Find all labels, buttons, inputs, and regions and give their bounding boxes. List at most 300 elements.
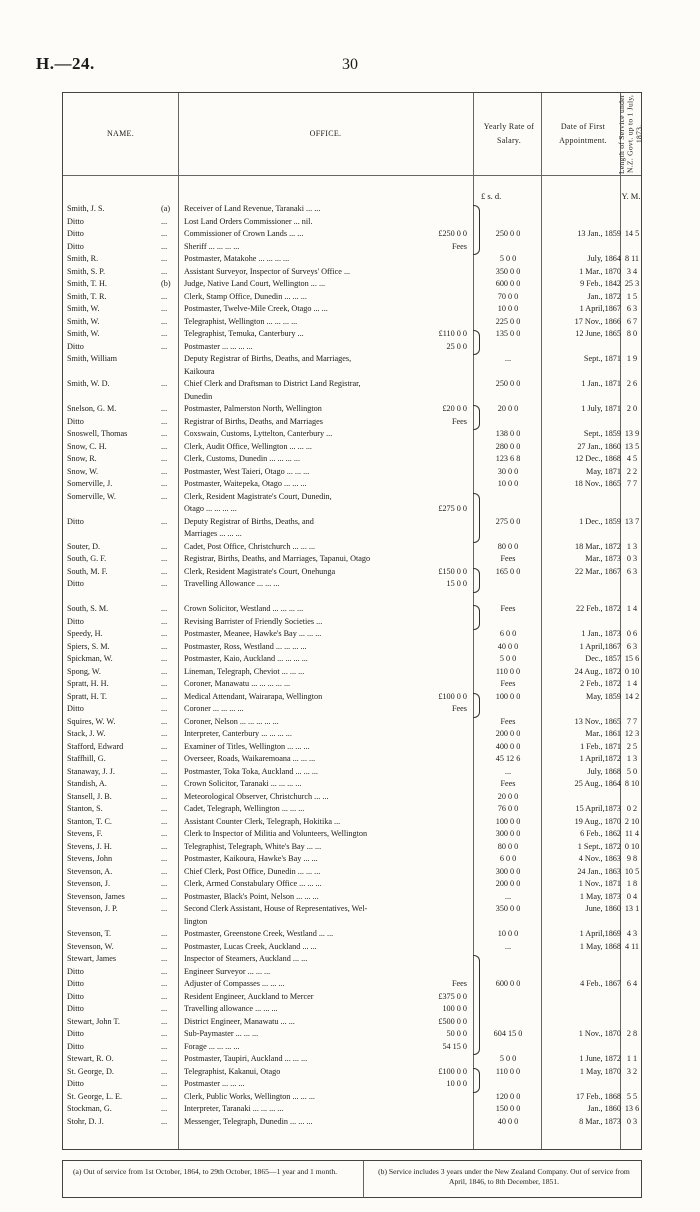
cell-name: Stevens, J. H. [67,841,112,851]
cell-name: Smith, W. [67,304,100,313]
table-row [63,1005,641,1014]
table-row [63,793,641,802]
table-row [63,1068,641,1077]
grouping-brace [473,693,480,718]
cell-office: Forage ... ... ... ... [184,1042,240,1051]
cell-name: Somerville, J. [67,479,113,488]
cell-office: lington [184,917,208,926]
cell-length: 12 3 [624,729,640,738]
cell-name: St. George, D. [67,1066,114,1076]
cell-office: Clerk, Customs, Dunedin ... ... ... ... [184,455,300,463]
cell-length: 1 4 [626,679,638,688]
cell-office: Registrar of Births, Deaths, and Marriages [184,417,323,426]
cell-office: Messenger, Telegraph, Dunedin ... ... ... [184,1117,313,1126]
cell-note: ... [161,554,168,563]
length-units: Y. M. [621,191,641,201]
cell-note: ... [161,516,168,526]
cell-name: Somerville, W. [67,491,116,501]
cell-salary: Fees [500,604,516,613]
cell-office: Inspector of Steamers, Auckland ... ... [184,955,308,963]
table-row [63,293,641,302]
cell-office: Revising Barrister of Friendly Societies ... [184,617,323,626]
cell-length: 15 6 [624,654,640,663]
cell-length: 2 8 [626,1029,638,1038]
cell-office: Kaikoura [184,367,215,376]
cell-note: ... [161,1079,168,1088]
table-row [63,1105,641,1114]
table-row [63,443,641,452]
cell-salary: 600 0 0 [495,979,521,988]
cell-salary: 30 0 0 [497,466,519,476]
table-row [63,805,641,814]
cell-salary: 250 0 0 [495,229,521,238]
cell-date: 1 May, 1873 [579,891,621,901]
cell-amount: Fees [451,416,467,426]
cell-office: Postmaster, Waitepeka, Otago ... ... ... [184,480,307,488]
cell-name: South, M. F. [67,566,108,576]
cell-length: 0 10 [624,841,640,851]
cell-note: ... [161,954,168,963]
cell-name: Stevenson, W. [67,941,114,951]
cell-length: 25 3 [624,279,640,288]
cell-note: ... [161,229,168,238]
cell-salary: 110 0 0 [495,666,521,676]
table-row [63,268,641,277]
cell-name: Ditto [67,1029,84,1038]
cell-name: Stanton, S. [67,804,103,813]
table-row [63,368,641,377]
cell-name: Ditto [67,966,84,976]
cell-note: ... [161,866,168,876]
cell-note: ... [161,404,168,413]
cell-salary: 250 0 0 [495,379,521,388]
table-row [63,643,641,652]
table-row [63,530,641,539]
cell-note: ... [161,841,168,851]
cell-salary: 80 0 0 [497,841,519,851]
cell-salary: Fees [500,554,516,563]
cell-salary: 80 0 0 [497,541,519,551]
cell-name: Smith, S. P. [67,266,105,276]
footnote-b: (b) Service includes 3 years under the New Zealand Company. Out of service from April, 1846, to 8th December, 1851. [378,1167,630,1187]
cell-name: Squires, W. W. [67,716,116,726]
cell-name: Ditto [67,341,84,351]
cell-length: 6 3 [626,641,638,651]
cell-name: Stanaway, J. J. [67,766,115,776]
cell-date: 1 July, 1871 [581,404,621,413]
cell-amount: 15 0 0 [446,579,467,588]
cell-note: ... [161,254,168,263]
cell-name: Snoswell, Thomas [67,429,128,438]
table-row [63,468,641,477]
cell-note: ... [161,379,168,388]
table-row [63,855,641,864]
cell-note: ... [161,654,168,663]
cell-amount: Fees [451,241,467,251]
table-row [63,418,641,427]
cell-length: 3 2 [626,1066,638,1076]
cell-date: 4 Nov., 1863 [578,854,621,863]
cell-salary: 135 0 0 [495,329,521,338]
cell-name: Ditto [67,1004,84,1013]
cell-date: 1 April,1869 [579,929,621,938]
grouping-brace [473,1068,480,1093]
cell-date: 2 Feb., 1872 [580,679,621,688]
cell-name: Smith, T. R. [67,291,107,301]
cell-name: Souter, D. [67,541,101,551]
cell-salary: 110 0 0 [495,1066,521,1076]
table-row [63,993,641,1002]
cell-length: 0 4 [626,891,638,901]
cell-office: Resident Engineer, Auckland to Mercer [184,992,314,1001]
cell-salary: 165 0 0 [495,566,521,576]
cell-date: 13 Nov., 1865 [574,716,621,726]
cell-salary: Fees [500,779,516,788]
cell-note: ... [161,1029,168,1038]
salary-units: £ s. d. [481,191,502,201]
cell-length: 7 7 [626,479,638,488]
cell-length: 2 5 [626,741,638,751]
cell-note: ... [161,966,168,976]
cell-date: 1 Jan., 1871 [581,379,621,388]
table-row [63,518,641,527]
cell-office: Registrar, Births, Deaths, and Marriages, Tapanui, Otago [184,555,371,563]
cell-length: 6 3 [626,304,638,313]
table-row [63,780,641,789]
cell-salary: 280 0 0 [495,441,521,451]
cell-length: 2 6 [626,379,638,388]
cell-office: Clerk, Stamp Office, Dunedin ... ... ... [184,292,307,301]
table-row [63,380,641,389]
cell-office: Telegraphist, Temuka, Canterbury ... [184,330,304,338]
grouping-brace [473,955,480,1055]
cell-office: District Engineer, Manawatu ... ... [184,1017,295,1026]
cell-office: Travelling allowance ... ... ... [184,1005,278,1013]
table-row [63,718,641,727]
cell-note: ... [161,479,168,488]
service-table [62,92,642,1150]
cell-note: ... [161,991,168,1001]
cell-office: Telegraphist, Telegraph, White's Bay ... ... [184,842,322,851]
cell-note: ... [161,291,168,301]
table-row [63,905,641,914]
cell-office: Deputy Registrar of Births, Deaths, and [184,517,314,526]
cell-length: 0 2 [626,804,638,813]
cell-date: May, 1859 [586,691,621,701]
cell-note: ... [161,791,168,801]
cell-length: 2 0 [626,404,638,413]
cell-name: Ditto [67,229,84,238]
cell-length: 8 0 [626,329,638,338]
cell-date: 1 May, 1870 [579,1066,621,1076]
cell-office: Telegraphist, Wellington ... ... ... ... [184,317,298,326]
cell-salary: 10 0 0 [497,929,519,938]
cell-note: ... [161,666,168,676]
cell-amount: £150 0 0 [438,566,467,576]
table-row [63,1030,641,1039]
cell-name: Stevenson, James [67,891,125,901]
cell-office: Travelling Allowance ... ... ... [184,580,280,588]
cell-date: 13 Jan., 1859 [577,229,621,238]
cell-office: Clerk, Resident Magistrate's Court, Dunedin, [184,492,332,501]
cell-office: Adjuster of Compasses ... ... ... [184,980,285,988]
cell-date: 1 April,1867 [579,641,621,651]
cell-date: 1 Mar., 1870 [579,266,621,276]
cell-salary: 400 0 0 [495,741,521,751]
cell-office: Coroner, Manawatu ... ... ... ... ... [184,680,291,688]
footnotes [62,1160,642,1198]
cell-name: Stockman, G. [67,1104,112,1113]
cell-name: Spickman, W. [67,654,113,663]
cell-length: 8 10 [624,779,640,788]
cell-salary: 200 0 0 [495,879,521,888]
cell-salary: 350 0 0 [495,904,521,913]
cell-name: Speedy, H. [67,629,103,638]
cell-length: 13 7 [624,516,640,526]
table-row [63,455,641,464]
table-row [63,1055,641,1064]
cell-amount: £100 0 0 [438,1066,467,1076]
cell-office: Chief Clerk and Draftsman to District Land Registrar, [184,380,361,388]
cell-name: Ditto [67,991,84,1001]
cell-name: Staffhill, G. [67,754,106,763]
cell-note: ... [161,879,168,888]
cell-name: Ditto [67,1079,84,1088]
cell-note: ... [161,779,168,788]
cell-salary: Fees [500,679,516,688]
grouping-brace [473,330,480,355]
cell-length: 9 8 [626,854,638,863]
cell-salary: 20 0 0 [497,791,519,801]
cell-date: 22 Feb., 1872 [575,604,621,613]
cell-office: Overseer, Roads, Waikaremoana ... ... ... [184,755,316,763]
cell-office: Medical Attendant, Wairarapa, Wellington [184,692,323,701]
cell-office: Postmaster, Black's Point, Nelson ... ... ... [184,892,319,901]
cell-name: South, G. F. [67,554,107,563]
cell-note: ... [161,616,168,626]
cell-office: Second Clerk Assistant, House of Representatives, Wel- [184,905,368,913]
cell-length: 10 5 [624,866,640,876]
cell-note: ... [161,1091,168,1101]
grouping-brace [473,405,480,430]
cell-length: 1 8 [626,879,638,888]
cell-name: Smith, T. H. [67,279,107,288]
column-header-date: Date of First Appointment. [559,122,607,145]
table-row [63,930,641,939]
cell-note: ... [161,679,168,688]
table-row [63,893,641,902]
cell-date: 1 Nov., 1870 [578,1029,621,1038]
cell-office: Coroner ... ... ... ... [184,705,244,713]
cell-name: Spratt, H. T. [67,691,107,701]
cell-date: June, 1860 [585,904,621,913]
column-header-salary: Yearly Rate of Salary. [483,122,535,145]
cell-date: 24 Aug., 1872 [574,666,621,676]
table-row [63,943,641,952]
cell-office: Clerk, Resident Magistrate's Court, Onehunga [184,567,336,576]
cell-office: Postmaster, Lucas Creek, Auckland ... ... [184,942,317,951]
cell-name: Standish, A. [67,779,107,788]
table-row [63,693,641,702]
cell-salary: ... [504,941,512,951]
cell-name: Smith, W. [67,329,100,338]
cell-note: ... [161,1054,168,1063]
cell-salary: 100 0 0 [495,691,521,701]
cell-office: Examiner of Titles, Wellington ... ... ... [184,742,310,751]
cell-note: ... [161,541,168,551]
table-row [63,568,641,577]
cell-date: Mar., 1861 [585,729,621,738]
cell-date: 1 Jan., 1873 [581,629,621,638]
cell-office: Judge, Native Land Court, Wellington ... ... [184,280,326,288]
cell-office: Postmaster, Meanee, Hawke's Bay ... ... ... [184,630,322,638]
cell-note: ... [161,629,168,638]
table-row [63,543,641,552]
cell-office: Assistant Surveyor, Inspector of Surveys' Office ... [184,267,351,276]
cell-salary: 6 0 0 [499,629,517,638]
cell-note: ... [161,566,168,576]
cell-name: Smith, J. S. [67,204,105,213]
table-row [63,593,641,602]
cell-date: 24 Jan., 1863 [577,866,621,876]
cell-salary: 123 6 8 [495,454,521,463]
cell-note: ... [161,904,168,913]
cell-name: Stack, J. W. [67,729,106,738]
column-header-length: Length of Service under N.Z. Govt. up to 1 July, 1873. [617,94,644,174]
cell-note: ... [161,929,168,938]
cell-date: 12 Dec., 1868 [575,454,621,463]
cell-office: Postmaster, Kaio, Auckland ... ... ... ... [184,655,308,663]
cell-salary: 600 0 0 [495,279,521,288]
table-row [63,743,641,752]
cell-name: Snow, R. [67,454,97,463]
cell-salary: 300 0 0 [495,866,521,876]
cell-office: Postmaster, Toka Toka, Auckland ... ... ... [184,767,318,776]
cell-length: 0 6 [626,629,638,638]
cell-salary: Fees [500,716,516,726]
cell-office: Assistant Counter Clerk, Telegraph, Hokitika ... [184,817,341,826]
table-row [63,730,641,739]
cell-name: South, S. M. [67,604,109,613]
cell-name: Ditto [67,241,84,251]
cell-note: ... [161,729,168,738]
cell-length: 6 7 [626,316,638,326]
cell-note: (b) [161,279,171,288]
column-header-name: NAME. [106,129,135,139]
cell-note: ... [161,716,168,726]
table-row [63,705,641,714]
table-row [63,955,641,964]
cell-office: Interpreter, Taranaki ... ... ... ... [184,1105,284,1113]
cell-name: Stohr, D. J. [67,1116,104,1126]
cell-date: 1 April,1867 [579,304,621,313]
cell-salary: 5 0 0 [499,1054,517,1063]
cell-date: 1 Dec., 1859 [579,516,621,526]
cell-name: Stevenson, A. [67,866,113,876]
table-row [63,355,641,364]
cell-length: 5 0 [626,766,638,776]
cell-salary: 40 0 0 [497,641,519,651]
cell-note: ... [161,579,168,588]
cell-length: 4 11 [624,941,640,951]
cell-name: Stewart, James [67,954,117,963]
cell-office: Deputy Registrar of Births, Deaths, and Marriages, [184,355,352,363]
cell-office: Clerk to Inspector of Militia and Volunteers, Wellington [184,830,368,838]
cell-office: Interpreter, Canterbury ... ... ... ... [184,730,292,738]
cell-amount: Fees [451,979,467,988]
grouping-brace [473,205,480,255]
cell-salary: 20 0 0 [497,404,519,413]
cell-amount: £250 0 0 [438,229,467,238]
cell-office: Sub-Paymaster ... ... ... [184,1030,259,1038]
table-row [63,493,641,502]
cell-note: ... [161,1066,168,1076]
cell-note: ... [161,416,168,426]
cell-note: (a) [161,204,171,213]
document-code: H.—24. [36,54,95,73]
cell-date: 17 Nov., 1866 [574,316,621,326]
table-row [63,205,641,214]
cell-date: 18 Mar., 1872 [575,541,621,551]
cell-note: ... [161,741,168,751]
cell-length: 11 4 [624,829,640,838]
cell-name: Spiers, S. M. [67,641,110,651]
cell-amount: £20 0 0 [442,404,467,413]
cell-length: 4 3 [626,929,638,938]
cell-salary: 70 0 0 [497,291,519,301]
table-row [63,655,641,664]
cell-office: Engineer Surveyor ... ... ... [184,967,271,976]
table-row [63,830,641,839]
cell-amount: 50 0 0 [446,1029,467,1038]
table-row [63,768,641,777]
cell-note: ... [161,1004,168,1013]
cell-length: 8 11 [624,254,640,263]
cell-date: 18 Nov., 1865 [574,479,621,488]
cell-salary: 10 0 0 [497,479,519,488]
table-row [63,1118,641,1127]
cell-salary: 138 0 0 [495,429,521,438]
table-row [63,430,641,439]
cell-date: 8 Mar., 1873 [579,1116,621,1126]
cell-length: 1 3 [626,754,638,763]
cell-amount: £275 0 0 [438,504,467,513]
cell-name: Snow, W. [67,466,99,476]
table-row [63,243,641,252]
cell-office: Postmaster, Matakohe ... ... ... ... [184,255,290,263]
cell-length: 6 4 [626,979,638,988]
cell-name: Ditto [67,616,84,626]
cell-name: Stewart, John T. [67,1016,120,1026]
cell-salary: 5 0 0 [499,254,517,263]
cell-name: Ditto [67,516,84,526]
cell-note: ... [161,216,168,226]
cell-note: ... [161,979,168,988]
cell-office: Coxswain, Customs, Lyttelton, Canterbury ... [184,430,333,438]
cell-date: 1 June, 1872 [579,1054,621,1063]
table-row [63,755,641,764]
cell-salary: 6 0 0 [499,854,517,863]
cell-note: ... [161,941,168,951]
table-row [63,618,641,627]
cell-amount: Fees [451,704,467,713]
cell-name: Ditto [67,579,84,588]
cell-date: 6 Feb., 1862 [580,829,621,838]
table-row [63,605,641,614]
cell-amount: 54 15 0 [442,1041,467,1051]
cell-name: Ditto [67,416,84,426]
cell-length: 2 10 [624,816,640,826]
